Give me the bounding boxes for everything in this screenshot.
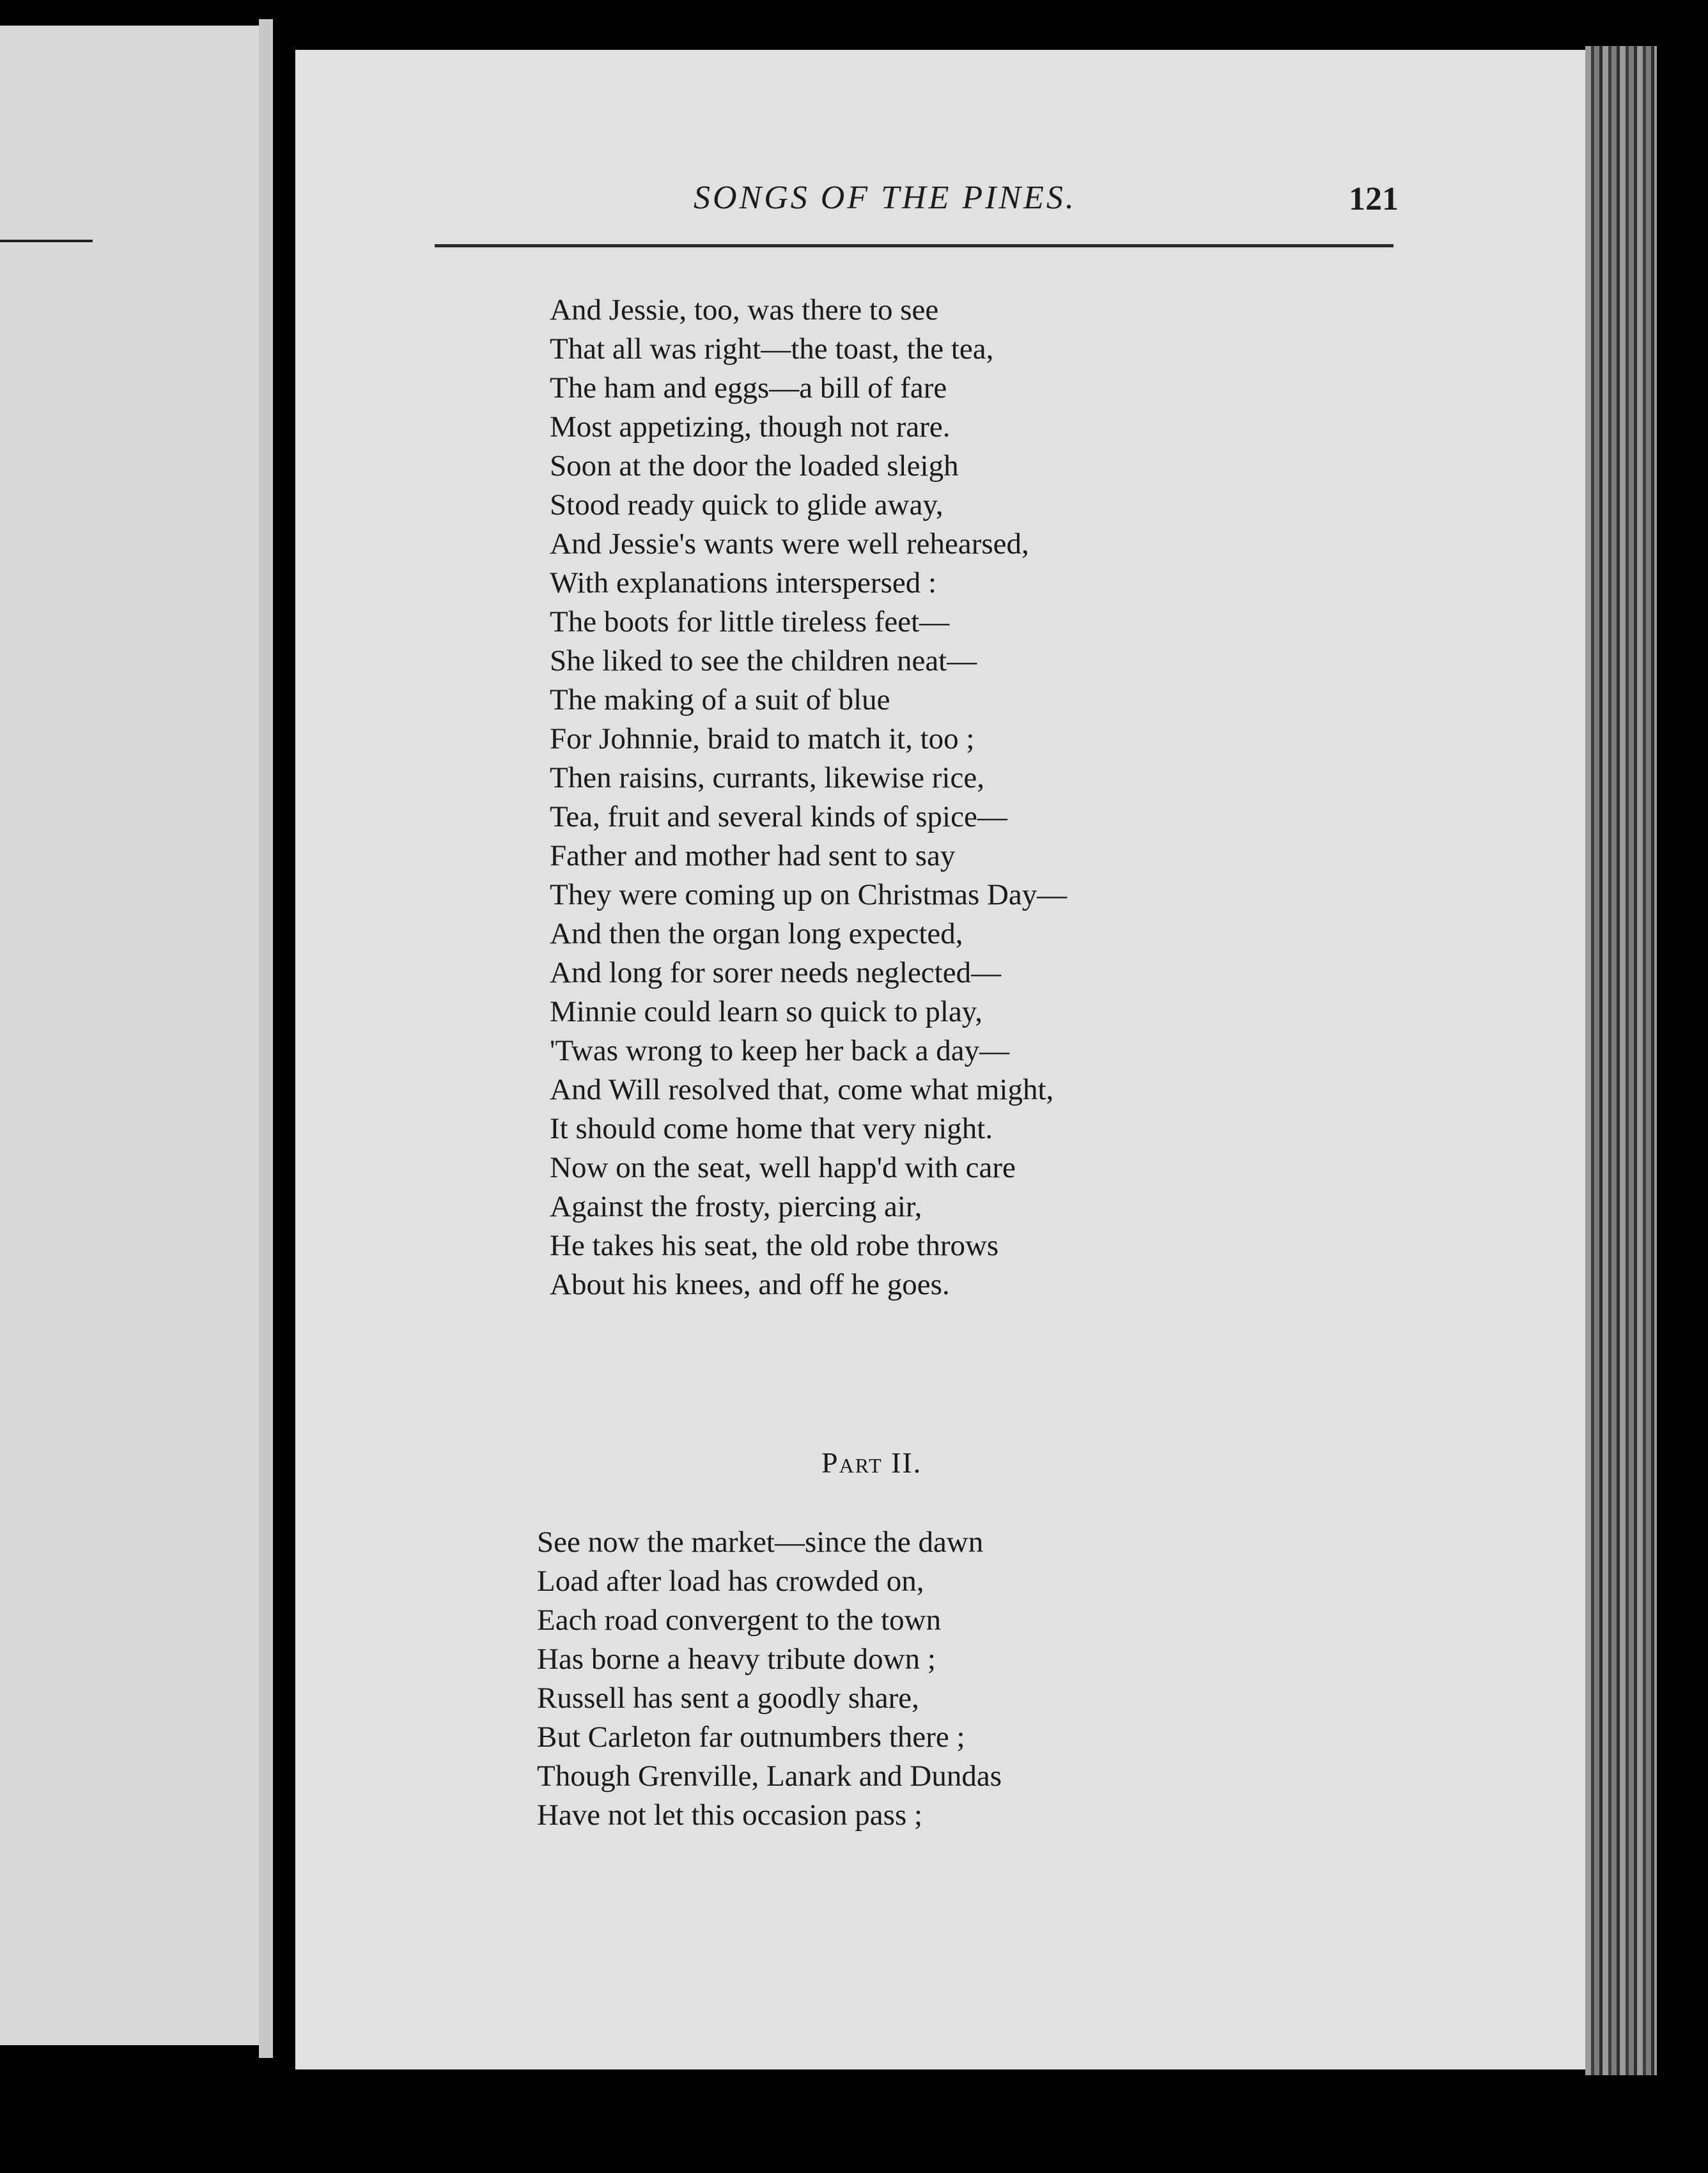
verse-line: Each road convergent to the town <box>537 1604 942 1637</box>
book-gutter <box>259 19 273 2058</box>
section-heading: Part II. <box>821 1446 922 1479</box>
verse-line: The making of a suit of blue <box>550 683 890 716</box>
verse-line: The boots for little tireless feet— <box>550 605 950 638</box>
verse-line: Stood ready quick to glide away, <box>550 488 943 522</box>
verse-line: Against the frosty, piercing air, <box>550 1190 922 1223</box>
header-rule <box>435 244 1394 247</box>
verse-line: For Johnnie, braid to match it, too ; <box>550 722 975 755</box>
verse-line: Soon at the door the loaded sleigh <box>550 449 959 483</box>
verse-line: And Jessie, too, was there to see <box>550 293 939 327</box>
verse-line: Minnie could learn so quick to play, <box>550 995 983 1028</box>
verse-line: Then raisins, currants, likewise rice, <box>550 761 984 794</box>
verse-line: Russell has sent a goodly share, <box>537 1682 919 1715</box>
verse-line: They were coming up on Christmas Day— <box>550 878 1068 911</box>
verse-line: About his knees, and off he goes. <box>550 1268 950 1301</box>
verse-line: It should come home that very night. <box>550 1112 993 1145</box>
verse-line: He takes his seat, the old robe throws <box>550 1229 999 1262</box>
verse-line: And Jessie's wants were well rehearsed, <box>550 527 1029 561</box>
verse-line: But Carleton far outnumbers there ; <box>537 1721 965 1754</box>
poem-part-one <box>550 291 1067 1304</box>
verse-line: Have not let this occasion pass ; <box>537 1798 923 1832</box>
verse-line: Father and mother had sent to say <box>550 839 956 872</box>
page-number: 121 <box>1349 181 1399 217</box>
verse-line: And then the organ long expected, <box>550 917 963 950</box>
poem-part-two <box>537 1523 1002 1835</box>
running-head: SONGS OF THE PINES. <box>694 180 1076 216</box>
verse-line: Has borne a heavy tribute down ; <box>537 1643 936 1676</box>
left-page-rule <box>0 240 93 242</box>
verse-line: Though Grenville, Lanark and Dundas <box>537 1759 1002 1793</box>
verse-line: She liked to see the children neat— <box>550 644 977 677</box>
verse-line: And Will resolved that, come what might, <box>550 1073 1054 1106</box>
verse-line: That all was right—the toast, the tea, <box>550 332 994 366</box>
verse-line: Load after load has crowded on, <box>537 1565 924 1598</box>
page-edge-stack <box>1585 46 1657 2075</box>
verse-line: With explanations interspersed : <box>550 566 937 599</box>
left-facing-page <box>0 26 259 2045</box>
verse-line: The ham and eggs—a bill of fare <box>550 371 947 405</box>
verse-line: 'Twas wrong to keep her back a day— <box>550 1034 1010 1067</box>
verse-line: Most appetizing, though not rare. <box>550 410 951 444</box>
verse-line: And long for sorer needs neglected— <box>550 956 1002 989</box>
verse-line: See now the market—since the dawn <box>537 1526 984 1559</box>
verse-line: Now on the seat, well happ'd with care <box>550 1151 1016 1184</box>
verse-line: Tea, fruit and several kinds of spice— <box>550 800 1007 833</box>
